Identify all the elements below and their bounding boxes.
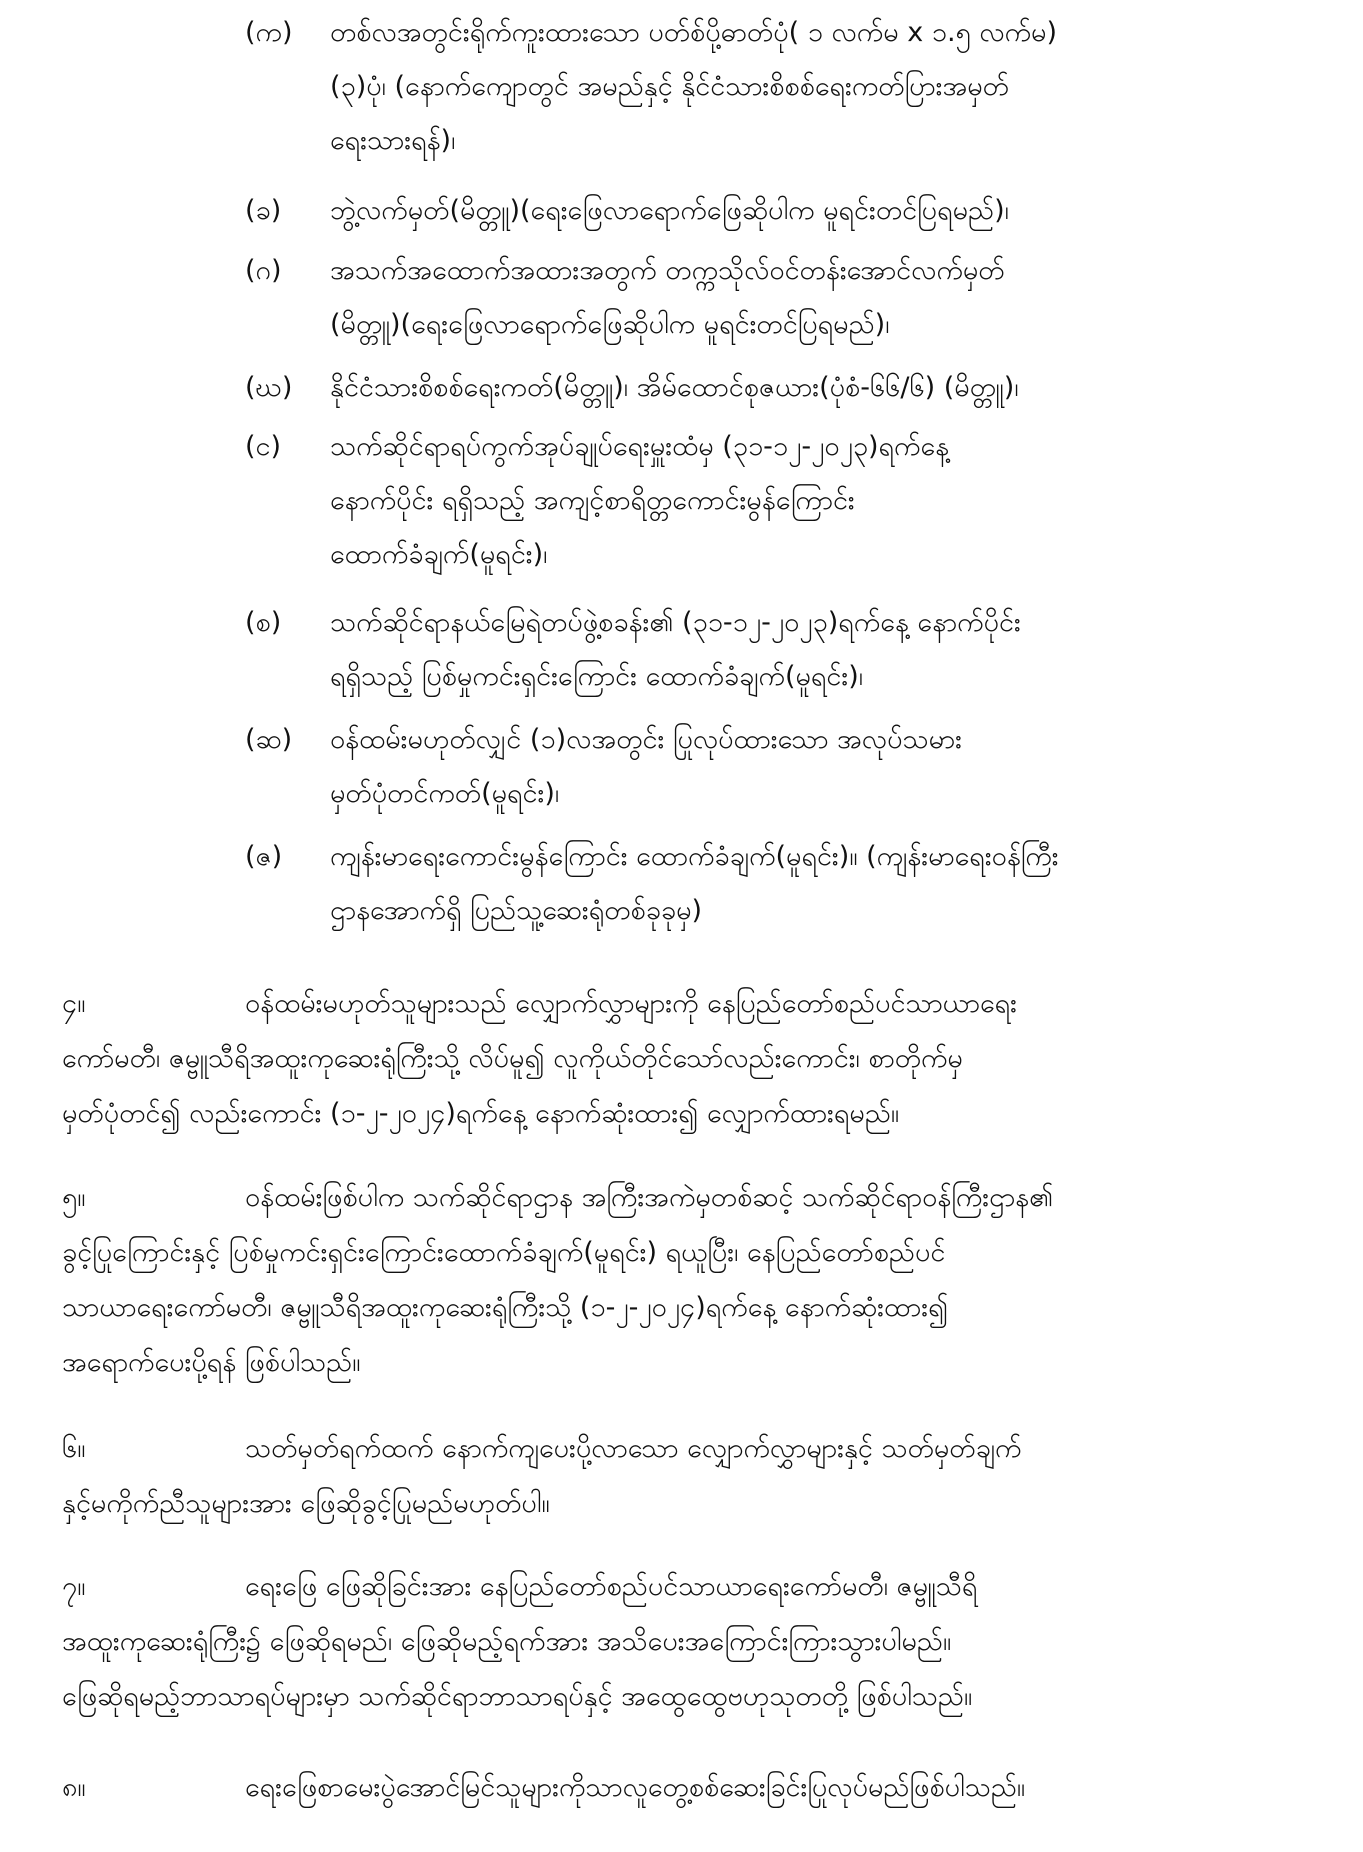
paragraph-number: ၄။ — [62, 988, 86, 1019]
sub-item-marker: (င) — [245, 431, 282, 462]
paragraph-number: ၈။ — [62, 1772, 86, 1803]
sub-item-marker: (ဇ) — [245, 841, 283, 872]
sub-item-marker: (ဆ) — [245, 724, 293, 755]
paragraph-line: ဝန်ထမ်းဖြစ်ပါက သက်ဆိုင်ရာဌာန အကြီးအကဲမှတစ်ဆင့် သက်ဆိုင်ရာဝန်ကြီးဌာန၏ — [245, 1182, 1054, 1213]
sub-item-marker: (ဂ) — [245, 255, 282, 286]
sub-item-line: အသက်အထောက်အထားအတွက် တက္ကသိုလ်ဝင်တန်းအောင်လက်မှတ် — [330, 255, 1005, 286]
paragraph-line: မှတ်ပုံတင်၍ လည်းကောင်း (၁-၂-၂၀၂၄)ရက်နေ့ နောက်ဆုံးထား၍ လျှောက်ထားရမည်။ — [62, 1098, 900, 1129]
sub-item-line: မှတ်ပုံတင်ကတ်(မူရင်း)၊ — [330, 778, 560, 809]
sub-item-line: တစ်လအတွင်းရိုက်ကူးထားသော ပတ်စ်ပို့ဓာတ်ပုံ( ၁ လက်မ x ၁.၅ လက်မ) — [330, 17, 1058, 48]
paragraph-line: နှင့်မကိုက်ညီသူများအား ဖြေဆိုခွင့်ပြုမည်မဟုတ်ပါ။ — [62, 1488, 550, 1519]
paragraph-number: ၅။ — [62, 1182, 86, 1213]
paragraph-line: သာယာရေးကော်မတီ၊ ဇမ္ဗူသီရိအထူးကုဆေးရုံကြီးသို့ (၁-၂-၂၀၂၄)ရက်နေ့ နောက်ဆုံးထား၍ — [62, 1292, 949, 1323]
paragraph-number: ၇။ — [62, 1571, 86, 1602]
paragraph-line: ကော်မတီ၊ ဇမ္ဗူသီရိအထူးကုဆေးရုံကြီးသို့ လိပ်မူ၍ လူကိုယ်တိုင်သော်လည်းကောင်း၊ စာတိုက်မှ — [62, 1043, 963, 1074]
sub-item-line: ဘွဲ့လက်မှတ်(မိတ္တူ)(ရေးဖြေလာရောက်ဖြေဆိုပါက မူရင်းတင်ပြရမည်)၊ — [330, 195, 1009, 226]
sub-item-line: (၃)ပုံ၊ (နောက်ကျောတွင် အမည်နှင့် နိုင်ငံသားစိစစ်ရေးကတ်ပြားအမှတ် — [330, 71, 1009, 102]
sub-item-line: ထောက်ခံချက်(မူရင်း)၊ — [330, 539, 548, 570]
paragraph-line: ခွင့်ပြုကြောင်းနှင့် ပြစ်မှုကင်းရှင်းကြောင်းထောက်ခံချက်(မူရင်း) ရယူပြီး၊ နေပြည်တော်စည်ပင် — [62, 1237, 946, 1268]
paragraph-line: ရေးဖြေစာမေးပွဲအောင်မြင်သူများကိုသာလူတွေ့စစ်ဆေးခြင်းပြုလုပ်မည်ဖြစ်ပါသည်။ — [245, 1772, 1026, 1803]
sub-item-line: နိုင်ငံသားစိစစ်ရေးကတ်(မိတ္တူ)၊ အိမ်ထောင်စုဇယား(ပုံစံ-၆၆/၆) (မိတ္တူ)၊ — [330, 372, 1019, 403]
sub-item-line: ရေးသားရန်)၊ — [330, 125, 456, 156]
sub-item-line: ဌာနအောက်ရှိ ပြည်သူ့ဆေးရုံတစ်ခုခုမှ) — [330, 895, 703, 926]
paragraph-number: ၆။ — [62, 1433, 86, 1464]
sub-item-line: သက်ဆိုင်ရာနယ်မြေရဲတပ်ဖွဲ့စခန်း၏ (၃၁-၁၂-၂၀၂၃)ရက်နေ့ နောက်ပိုင်း — [330, 607, 1021, 638]
paragraph-line: အရောက်ပေးပို့ရန် ဖြစ်ပါသည်။ — [62, 1347, 361, 1378]
sub-item-marker: (ဃ) — [245, 372, 293, 403]
sub-item-line: ကျန်းမာရေးကောင်းမွန်ကြောင်း ထောက်ခံချက်(မူရင်း)။ (ကျန်းမာရေးဝန်ကြီး — [330, 841, 1059, 872]
paragraph-line: သတ်မှတ်ရက်ထက် နောက်ကျပေးပို့လာသော လျှောက်လွှာများနှင့် သတ်မှတ်ချက် — [245, 1433, 1022, 1464]
sub-item-line: ရရှိသည့် ပြစ်မှုကင်းရှင်းကြောင်း ထောက်ခံချက်(မူရင်း)၊ — [330, 661, 864, 692]
paragraph-line: ရေးဖြေ ဖြေဆိုခြင်းအား နေပြည်တော်စည်ပင်သာယာရေးကော်မတီ၊ ဇမ္ဗူသီရိ — [245, 1571, 978, 1602]
sub-item-line: ဝန်ထမ်းမဟုတ်လျှင် (၁)လအတွင်း ပြုလုပ်ထားသော အလုပ်သမား — [330, 724, 962, 755]
sub-item-line: (မိတ္တူ)(ရေးဖြေလာရောက်ဖြေဆိုပါက မူရင်းတင်ပြရမည်)၊ — [330, 309, 890, 340]
paragraph-line: ဖြေဆိုရမည့်ဘာသာရပ်များမှာ သက်ဆိုင်ရာဘာသာရပ်နှင့် အထွေထွေဗဟုသုတတို့ ဖြစ်ပါသည်။ — [62, 1681, 973, 1712]
sub-item-marker: (ခ) — [245, 195, 282, 226]
sub-item-line: နောက်ပိုင်း ရရှိသည့် အကျင့်စာရိတ္တကောင်းမွန်ကြောင်း — [330, 485, 855, 516]
sub-item-line: သက်ဆိုင်ရာရပ်ကွက်အုပ်ချုပ်ရေးမှူးထံမှ (၃၁-၁၂-၂၀၂၃)ရက်နေ့ — [330, 431, 950, 462]
sub-item-marker: (စ) — [245, 607, 282, 638]
paragraph-line: အထူးကုဆေးရုံကြီး၌ ဖြေဆိုရမည်၊ ဖြေဆိုမည့်ရက်အား အသိပေးအကြောင်းကြားသွားပါမည်။ — [62, 1626, 952, 1657]
paragraph-line: ဝန်ထမ်းမဟုတ်သူများသည် လျှောက်လွှာများကို နေပြည်တော်စည်ပင်သာယာရေး — [245, 988, 1018, 1019]
sub-item-marker: (က) — [245, 17, 293, 48]
